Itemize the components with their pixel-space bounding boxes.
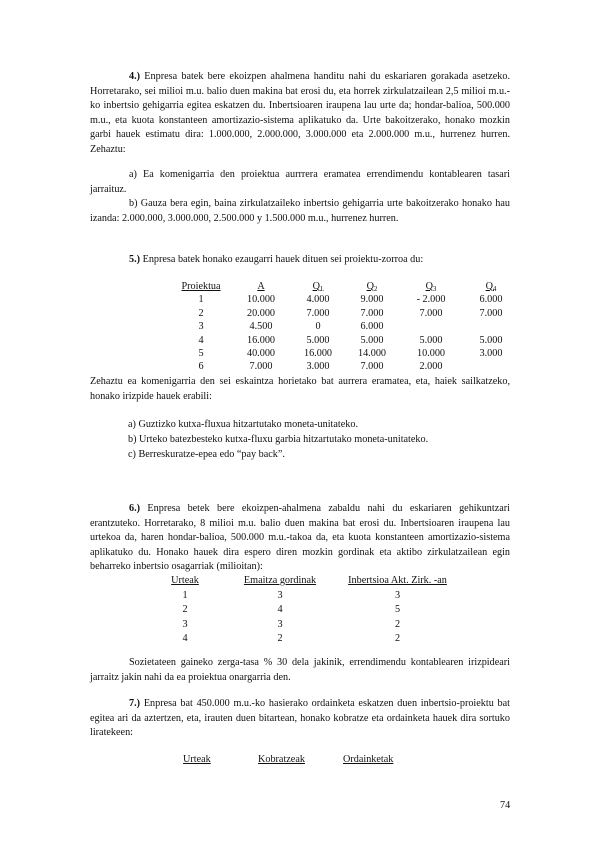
header-q2 <box>344 280 400 293</box>
cash-flow-table <box>155 574 450 647</box>
header-a: A <box>257 281 265 292</box>
table-cell: 16.000 <box>303 348 332 360</box>
table-cell: 2 <box>394 633 401 644</box>
table-cell: 5 <box>198 348 204 360</box>
table-cell: 3 <box>198 321 204 333</box>
exercise-5-criteria-intro: Zehaztu ea komenigarria den sei eskaintza horietako bat aurrera eramatea, eta, haiek sailkatzeko, honako irizpide hauek erabili: <box>90 376 510 402</box>
table-cell: 2 <box>394 618 401 630</box>
table-row <box>172 293 520 306</box>
table-cell: 7.000 <box>306 307 330 319</box>
header-ordainketak: Ordainketak <box>343 754 394 765</box>
table-row <box>155 589 450 604</box>
table-row <box>155 603 450 618</box>
header-emaitza-gordinak: Emaitza gordinak <box>243 575 317 586</box>
exercise-6-number: 6.) <box>129 503 141 514</box>
table-cell: 6.000 <box>360 321 384 333</box>
table-cell: 4.500 <box>249 321 273 333</box>
header-q1 <box>292 280 344 293</box>
table-cell: 1 <box>198 294 204 306</box>
table-cell: 3 <box>394 589 401 601</box>
table-cell: 1 <box>182 589 188 601</box>
table-cell: 3 <box>182 618 188 630</box>
q-letter: Q <box>425 281 433 292</box>
exercise-4-number: 4.) <box>129 71 141 82</box>
exercise-4-intro <box>90 70 510 158</box>
table-row <box>172 307 520 320</box>
exercise-5-criterion-b: b) Urteko batezbesteko kutxa-fluxu garbia hitzartutako moneta-unitateko. <box>128 434 429 445</box>
table-cell <box>400 320 462 333</box>
table-cell: 20.000 <box>246 307 275 319</box>
exercise-5-intro <box>90 253 510 268</box>
q-letter: Q <box>366 281 374 292</box>
table-cell: 3.000 <box>479 348 503 360</box>
table-cell: 4.000 <box>306 294 330 306</box>
exercise-5-number: 5.) <box>129 254 141 265</box>
table-header-row <box>155 574 450 589</box>
table-cell: 10.000 <box>246 294 275 306</box>
table-cell: 2 <box>198 307 204 319</box>
table-cell: 6.000 <box>479 294 503 306</box>
exercise-6-text: Enpresa betek bere ekoizpen-ahalmena zabaldu nahi du eskariaren gehikuntzari erantzuteko. Horretarako, 8 milioi m.u. balio duen makina bat erosi du. Inbertsioaren iraupena lau urtekoa da, haren hondar-balioa, 500.000 m.u.-takoa da, eta kuota konstanteen amortizazio-sistema aplikatuko du. Honako hauek dira espero diren mozkin gordinak eta aktibo zirkulatzailean egin beharreko inbertsio osagarriak (milioitan): <box>90 503 510 573</box>
table-cell: 3 <box>277 618 283 630</box>
page-number: 74 <box>500 800 511 811</box>
exercise-4-text: Enpresa batek bere ekoizpen ahalmena handitu nahi du eskariaren gorakada asetzeko. Horretarako, sei milioi m.u. balio duen makina bat erosi du, eta horrek zirkulatzailean 2,5 milioi m.u.-ko inbertsio gehigarria egitea eskatzen du. Inbertsioaren iraupena lau urte da; hondar-balioa, 500.000 m.u., eta kuota konstanteen amortizazio-sistema aplikatuko da. Urte bakoitzerako, honako mozkin garbi hauek estimatu dira: 1.000.000, 2.000.000, 3.000.000 eta 2.000.000 m.u., hurrenez hurren. Zehaztu: <box>90 71 511 155</box>
exercise-7-number: 7.) <box>129 698 141 709</box>
table-row <box>172 347 520 360</box>
table-row <box>172 334 520 347</box>
table-cell: 5.000 <box>479 334 503 346</box>
table-cell: 2 <box>277 633 283 644</box>
q-subscript: 3 <box>432 285 437 293</box>
table-cell: 5.000 <box>360 334 384 346</box>
table-cell: 4 <box>198 334 204 346</box>
table-row <box>172 320 520 333</box>
exercise-4-part-b: b) Gauza bera egin, baina zirkulatzaileko inbertsio gehigarria urte bakoitzerako honako hau izanda: 2.000.000, 3.000.000, 2.500.000 y 1.500.000 m.u., hurrenez hurren. <box>90 198 510 224</box>
table-cell: 7.000 <box>249 361 273 373</box>
table-cell: 4 <box>182 633 188 644</box>
q-subscript: 1 <box>319 285 324 293</box>
table-cell: 7.000 <box>360 361 384 373</box>
project-portfolio-table <box>172 280 520 374</box>
header-urteak-7: Urteak <box>183 754 211 765</box>
table-cell <box>462 360 520 373</box>
q-subscript: 4 <box>492 285 497 293</box>
table-cell: 6 <box>198 361 204 373</box>
header-kobratzeak: Kobratzeak <box>258 754 305 765</box>
header-proiektua: Proiektua <box>181 281 221 292</box>
table-cell: 3.000 <box>306 361 330 373</box>
table-row <box>155 618 450 633</box>
table-cell: 14.000 <box>357 348 386 360</box>
exercise-4-part-a: a) Ea komenigarria den proiektua aurrrera eramatea errendimendu kontablearen tasari jarraituz. <box>90 169 510 195</box>
table-cell: 5.000 <box>419 334 443 346</box>
q-letter: Q <box>485 281 493 292</box>
header-q3 <box>400 280 462 293</box>
header-q4 <box>462 280 520 293</box>
table-cell: 7.000 <box>419 307 443 319</box>
exercise-5-criterion-c: c) Berreskuratze-epea edo “pay back”. <box>128 449 285 460</box>
exercise-5-criterion-a: a) Guztizko kutxa-fluxua hitzartutako moneta-unitateko. <box>128 419 358 430</box>
exercise-6-intro <box>90 502 510 575</box>
table-cell: 2.000 <box>419 361 443 373</box>
table-cell: - 2.000 <box>416 294 446 306</box>
table-cell: 7.000 <box>360 307 384 319</box>
table-cell: 9.000 <box>360 294 384 306</box>
table-cell: 3 <box>277 589 283 601</box>
table-cell <box>462 320 520 333</box>
header-inbertsioa: Inbertsioa Akt. Zirk. -an <box>348 575 447 586</box>
exercise-5-text: Enpresa batek honako ezaugarri hauek dituen sei proiektu-zorroa du: <box>142 254 424 265</box>
exercise-7-text: Enpresa bat 450.000 m.u.-ko hasierako ordainketa eskatzen duen inbertsio-proiektu bat egitea ari da aztertzen, eta, irauten duen bitartean, honako kobratze eta ordainketa hauek dira sortuko liratekeen: <box>90 698 511 739</box>
q-letter: Q <box>312 281 320 292</box>
table-cell: 5.000 <box>306 334 330 346</box>
table-cell: 7.000 <box>479 307 503 319</box>
table-cell: 5 <box>394 604 401 615</box>
table-cell: 16.000 <box>246 334 275 346</box>
exercise-7-intro <box>90 697 510 741</box>
table-cell: 10.000 <box>416 348 445 360</box>
table-cell: 40.000 <box>246 348 275 360</box>
q-subscript: 2 <box>373 285 378 293</box>
table-row <box>155 632 450 647</box>
header-urteak: Urteak <box>171 575 199 586</box>
table-cell: 0 <box>315 321 321 333</box>
table-cell: 2 <box>182 604 188 615</box>
table-header-row <box>172 280 520 293</box>
table-cell: 4 <box>277 604 283 615</box>
table-row <box>172 360 520 373</box>
exercise-6-question: Sozietateen gaineko zerga-tasa % 30 dela jakinik, errendimendu kontablearen irizpideari jarraitz jakin nahi da ea proiektua onargarria den. <box>90 657 510 683</box>
